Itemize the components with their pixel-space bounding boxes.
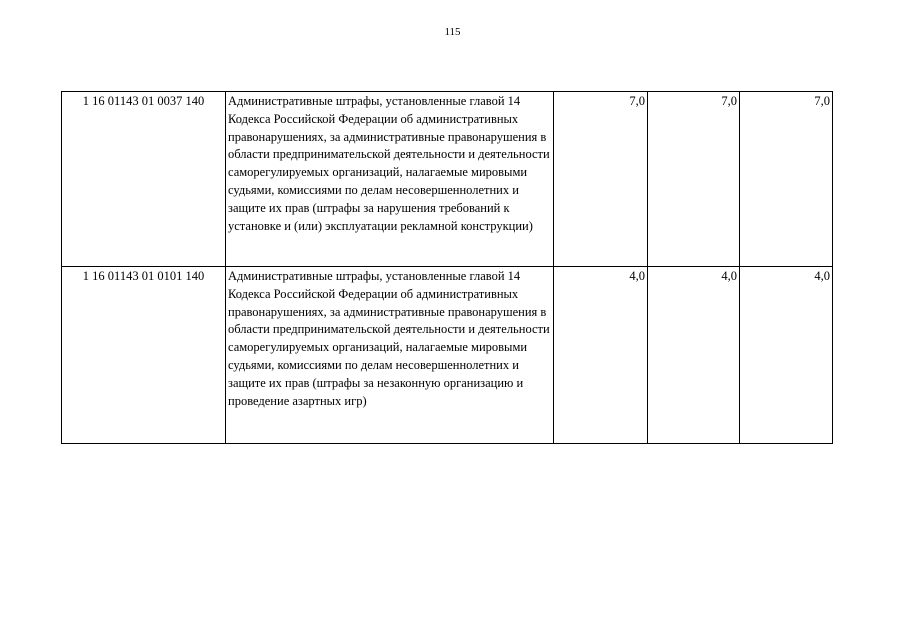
value-cell-3: 4,0 <box>740 267 833 444</box>
table-row <box>62 92 833 267</box>
value-cell-1: 7,0 <box>554 92 648 267</box>
budget-code-cell: 1 16 01143 01 0037 140 <box>62 92 226 267</box>
value-cell-1: 4,0 <box>554 267 648 444</box>
description-cell: Административные штрафы, установленные главой 14 Кодекса Российской Федерации об административных правонарушениях, за административные правонарушения в области предпринимательской деятельности и деятельности саморегулируемых организаций, налагаемые мировыми судьями, комиссиями по делам несовершеннолетних и защите их прав (штрафы за нарушения требований к установке и (или) эксплуатации рекламной конструкции) <box>226 92 554 267</box>
value-cell-2: 7,0 <box>648 92 740 267</box>
budget-table <box>61 91 833 444</box>
budget-code-cell: 1 16 01143 01 0101 140 <box>62 267 226 444</box>
description-cell: Административные штрафы, установленные главой 14 Кодекса Российской Федерации об административных правонарушениях, за административные правонарушения в области предпринимательской деятельности и деятельности саморегулируемых организаций, налагаемые мировыми судьями, комиссиями по делам несовершеннолетних и защите их прав (штрафы за незаконную организацию и проведение азартных игр) <box>226 267 554 444</box>
value-cell-3: 7,0 <box>740 92 833 267</box>
value-cell-2: 4,0 <box>648 267 740 444</box>
table-row <box>62 267 833 444</box>
page-number: 115 <box>444 26 461 38</box>
